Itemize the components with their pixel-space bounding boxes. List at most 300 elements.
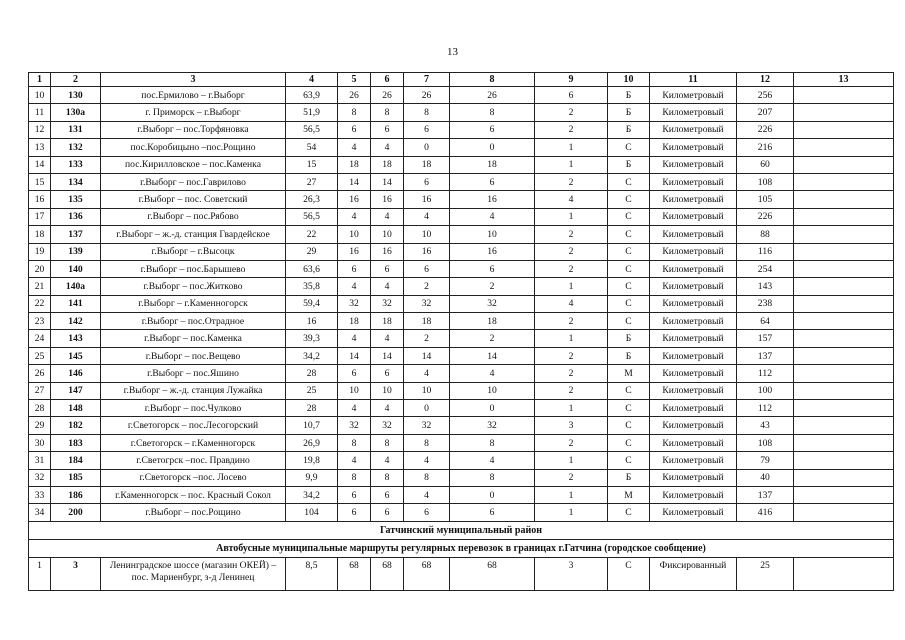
cell-col12: 25 <box>737 557 794 590</box>
route-length: 10,7 <box>286 417 338 434</box>
column-header: 11 <box>650 73 737 87</box>
cell-col13 <box>794 121 894 138</box>
cell-col12: 254 <box>737 260 794 277</box>
cell-col13 <box>794 382 894 399</box>
route-number: 182 <box>51 417 101 434</box>
cell-col9: 2 <box>535 104 608 121</box>
cell-col9: 2 <box>535 173 608 190</box>
cell-col7: 0 <box>404 139 450 156</box>
cell-col11: Километровый <box>650 313 737 330</box>
cell-col11: Километровый <box>650 243 737 260</box>
cell-col12: 112 <box>737 365 794 382</box>
cell-col10: С <box>608 139 650 156</box>
cell-col6: 10 <box>371 382 404 399</box>
cell-col5: 68 <box>338 557 371 590</box>
route-name: г.Выборг – ж.-д. станция Гвардейское <box>101 226 286 243</box>
cell-col7: 6 <box>404 121 450 138</box>
cell-col8: 0 <box>450 400 535 417</box>
row-number: 11 <box>29 104 51 121</box>
cell-col13 <box>794 226 894 243</box>
route-length: 26,3 <box>286 191 338 208</box>
cell-col6: 16 <box>371 243 404 260</box>
cell-col11: Фиксированный <box>650 557 737 590</box>
cell-col6: 18 <box>371 156 404 173</box>
row-number: 18 <box>29 226 51 243</box>
cell-col10: С <box>608 260 650 277</box>
column-header: 1 <box>29 73 51 87</box>
row-number: 33 <box>29 486 51 503</box>
cell-col12: 226 <box>737 121 794 138</box>
route-number: 142 <box>51 313 101 330</box>
cell-col6: 10 <box>371 226 404 243</box>
route-length: 8,5 <box>286 557 338 590</box>
table-row <box>29 434 894 451</box>
cell-col8: 32 <box>450 295 535 312</box>
cell-col5: 18 <box>338 313 371 330</box>
cell-col6: 8 <box>371 434 404 451</box>
cell-col7: 32 <box>404 417 450 434</box>
route-name: г.Выборг – г.Высоцк <box>101 243 286 260</box>
cell-col7: 18 <box>404 313 450 330</box>
cell-col5: 6 <box>338 504 371 521</box>
cell-col5: 32 <box>338 295 371 312</box>
route-length: 104 <box>286 504 338 521</box>
column-header: 4 <box>286 73 338 87</box>
column-header: 10 <box>608 73 650 87</box>
cell-col9: 2 <box>535 382 608 399</box>
route-length: 26,9 <box>286 434 338 451</box>
table-row <box>29 382 894 399</box>
route-name: г.Выборг – пос.Барышево <box>101 260 286 277</box>
column-header: 8 <box>450 73 535 87</box>
route-name: г.Светогорск –пос. Лосево <box>101 469 286 486</box>
cell-col13 <box>794 260 894 277</box>
cell-col8: 6 <box>450 173 535 190</box>
route-number: 146 <box>51 365 101 382</box>
column-header: 2 <box>51 73 101 87</box>
cell-col10: М <box>608 486 650 503</box>
route-number: 185 <box>51 469 101 486</box>
route-name: г.Выборг – ж.-д. станция Лужайка <box>101 382 286 399</box>
cell-col6: 4 <box>371 139 404 156</box>
table-row <box>29 557 894 590</box>
route-length: 28 <box>286 400 338 417</box>
cell-col10: С <box>608 278 650 295</box>
cell-col5: 8 <box>338 469 371 486</box>
route-number: 184 <box>51 452 101 469</box>
column-header: 9 <box>535 73 608 87</box>
cell-col10: С <box>608 400 650 417</box>
cell-col11: Километровый <box>650 365 737 382</box>
route-length: 19,8 <box>286 452 338 469</box>
cell-col12: 256 <box>737 87 794 104</box>
cell-col10: Б <box>608 469 650 486</box>
cell-col9: 2 <box>535 469 608 486</box>
cell-col13 <box>794 156 894 173</box>
cell-col5: 14 <box>338 347 371 364</box>
section-district-row <box>29 521 894 539</box>
cell-col13 <box>794 191 894 208</box>
route-number: 145 <box>51 347 101 364</box>
route-name: пос.Ермилово – г.Выборг <box>101 87 286 104</box>
cell-col9: 3 <box>535 417 608 434</box>
route-length: 59,4 <box>286 295 338 312</box>
cell-col9: 1 <box>535 208 608 225</box>
cell-col10: С <box>608 208 650 225</box>
cell-col5: 16 <box>338 243 371 260</box>
cell-col6: 6 <box>371 486 404 503</box>
cell-col8: 6 <box>450 260 535 277</box>
cell-col5: 8 <box>338 104 371 121</box>
cell-col7: 14 <box>404 347 450 364</box>
table-row <box>29 139 894 156</box>
route-name: г.Выборг – пос.Торфяновка <box>101 121 286 138</box>
route-name: г.Выборг – пос.Вещево <box>101 347 286 364</box>
row-number: 34 <box>29 504 51 521</box>
cell-col10: Б <box>608 104 650 121</box>
route-number: 183 <box>51 434 101 451</box>
row-number: 22 <box>29 295 51 312</box>
cell-col9: 1 <box>535 278 608 295</box>
row-number: 30 <box>29 434 51 451</box>
cell-col10: С <box>608 226 650 243</box>
cell-col10: Б <box>608 87 650 104</box>
route-number: 140 <box>51 260 101 277</box>
route-name: г.Выборг – пос.Рябово <box>101 208 286 225</box>
cell-col12: 137 <box>737 347 794 364</box>
cell-col12: 143 <box>737 278 794 295</box>
cell-col6: 4 <box>371 208 404 225</box>
cell-col7: 4 <box>404 452 450 469</box>
cell-col8: 4 <box>450 365 535 382</box>
cell-col9: 2 <box>535 347 608 364</box>
cell-col11: Километровый <box>650 208 737 225</box>
table-row <box>29 486 894 503</box>
route-name: г.Выборг – пос.Каменка <box>101 330 286 347</box>
cell-col6: 6 <box>371 121 404 138</box>
route-length: 63,9 <box>286 87 338 104</box>
route-length: 56,5 <box>286 208 338 225</box>
cell-col9: 2 <box>535 313 608 330</box>
cell-col10: С <box>608 295 650 312</box>
cell-col9: 1 <box>535 452 608 469</box>
cell-col11: Километровый <box>650 226 737 243</box>
column-header: 3 <box>101 73 286 87</box>
table-row <box>29 191 894 208</box>
cell-col10: С <box>608 173 650 190</box>
cell-col11: Километровый <box>650 87 737 104</box>
cell-col10: Б <box>608 347 650 364</box>
cell-col6: 16 <box>371 191 404 208</box>
route-number: 3 <box>51 557 101 590</box>
row-number: 31 <box>29 452 51 469</box>
cell-col12: 216 <box>737 139 794 156</box>
section-district: Гатчинский муниципальный район <box>29 521 894 539</box>
cell-col7: 4 <box>404 208 450 225</box>
cell-col7: 6 <box>404 173 450 190</box>
cell-col12: 100 <box>737 382 794 399</box>
table-row <box>29 417 894 434</box>
cell-col7: 0 <box>404 400 450 417</box>
cell-col6: 32 <box>371 417 404 434</box>
table-row <box>29 173 894 190</box>
cell-col12: 105 <box>737 191 794 208</box>
route-length: 51,9 <box>286 104 338 121</box>
row-number: 32 <box>29 469 51 486</box>
cell-col11: Километровый <box>650 121 737 138</box>
cell-col6: 4 <box>371 452 404 469</box>
route-number: 130 <box>51 87 101 104</box>
cell-col11: Километровый <box>650 156 737 173</box>
cell-col12: 40 <box>737 469 794 486</box>
cell-col8: 0 <box>450 139 535 156</box>
section-subtitle: Автобусные муниципальные маршруты регулярных перевозок в границах г.Гатчина (городское сообщение) <box>29 539 894 557</box>
row-number: 16 <box>29 191 51 208</box>
cell-col7: 10 <box>404 382 450 399</box>
cell-col13 <box>794 417 894 434</box>
row-number: 10 <box>29 87 51 104</box>
cell-col8: 6 <box>450 504 535 521</box>
cell-col11: Километровый <box>650 104 737 121</box>
table-row <box>29 330 894 347</box>
route-length: 25 <box>286 382 338 399</box>
cell-col7: 4 <box>404 486 450 503</box>
cell-col8: 0 <box>450 486 535 503</box>
table-row <box>29 295 894 312</box>
table-row <box>29 243 894 260</box>
cell-col13 <box>794 330 894 347</box>
cell-col10: С <box>608 434 650 451</box>
cell-col8: 10 <box>450 382 535 399</box>
table-row <box>29 156 894 173</box>
cell-col7: 8 <box>404 104 450 121</box>
cell-col8: 4 <box>450 208 535 225</box>
cell-col8: 6 <box>450 121 535 138</box>
cell-col7: 68 <box>404 557 450 590</box>
cell-col8: 2 <box>450 330 535 347</box>
table-row <box>29 260 894 277</box>
cell-col8: 8 <box>450 104 535 121</box>
cell-col5: 4 <box>338 208 371 225</box>
cell-col11: Километровый <box>650 469 737 486</box>
route-name: г.Каменногорск – пос. Красный Сокол <box>101 486 286 503</box>
route-number: 147 <box>51 382 101 399</box>
cell-col5: 16 <box>338 191 371 208</box>
cell-col5: 8 <box>338 434 371 451</box>
cell-col8: 16 <box>450 191 535 208</box>
cell-col6: 68 <box>371 557 404 590</box>
column-header: 5 <box>338 73 371 87</box>
route-length: 28 <box>286 365 338 382</box>
column-header: 13 <box>794 73 894 87</box>
route-number: 131 <box>51 121 101 138</box>
row-number: 21 <box>29 278 51 295</box>
route-length: 9,9 <box>286 469 338 486</box>
table-row <box>29 104 894 121</box>
cell-col7: 16 <box>404 191 450 208</box>
cell-col10: С <box>608 504 650 521</box>
route-name: г.Выборг – пос.Рощино <box>101 504 286 521</box>
route-length: 39,3 <box>286 330 338 347</box>
cell-col9: 2 <box>535 226 608 243</box>
cell-col13 <box>794 400 894 417</box>
route-number: 140а <box>51 278 101 295</box>
cell-col7: 32 <box>404 295 450 312</box>
cell-col6: 8 <box>371 469 404 486</box>
cell-col9: 1 <box>535 139 608 156</box>
cell-col13 <box>794 557 894 590</box>
cell-col9: 2 <box>535 434 608 451</box>
cell-col6: 18 <box>371 313 404 330</box>
cell-col10: С <box>608 417 650 434</box>
cell-col9: 2 <box>535 121 608 138</box>
cell-col5: 10 <box>338 382 371 399</box>
route-length: 35,8 <box>286 278 338 295</box>
cell-col7: 8 <box>404 434 450 451</box>
cell-col12: 116 <box>737 243 794 260</box>
table-row <box>29 469 894 486</box>
route-length: 27 <box>286 173 338 190</box>
cell-col11: Километровый <box>650 382 737 399</box>
route-length: 34,2 <box>286 347 338 364</box>
route-length: 34,2 <box>286 486 338 503</box>
cell-col13 <box>794 87 894 104</box>
cell-col13 <box>794 347 894 364</box>
route-length: 54 <box>286 139 338 156</box>
cell-col10: С <box>608 191 650 208</box>
row-number: 13 <box>29 139 51 156</box>
cell-col12: 137 <box>737 486 794 503</box>
route-number: 143 <box>51 330 101 347</box>
cell-col13 <box>794 208 894 225</box>
row-number: 25 <box>29 347 51 364</box>
route-name: пос.Коробицыно –пос.Рощино <box>101 139 286 156</box>
route-name: г.Выборг – пос.Яшино <box>101 365 286 382</box>
cell-col12: 207 <box>737 104 794 121</box>
cell-col6: 6 <box>371 260 404 277</box>
cell-col11: Километровый <box>650 260 737 277</box>
cell-col9: 6 <box>535 87 608 104</box>
cell-col8: 32 <box>450 417 535 434</box>
route-number: 148 <box>51 400 101 417</box>
route-number: 130а <box>51 104 101 121</box>
cell-col8: 8 <box>450 434 535 451</box>
cell-col12: 238 <box>737 295 794 312</box>
route-name: г.Выборг – пос.Житково <box>101 278 286 295</box>
route-name: г.Выборг – пос.Отрадное <box>101 313 286 330</box>
row-number: 20 <box>29 260 51 277</box>
table-row <box>29 313 894 330</box>
route-number: 141 <box>51 295 101 312</box>
cell-col5: 6 <box>338 365 371 382</box>
cell-col9: 1 <box>535 156 608 173</box>
cell-col12: 43 <box>737 417 794 434</box>
cell-col13 <box>794 295 894 312</box>
cell-col5: 32 <box>338 417 371 434</box>
cell-col11: Километровый <box>650 486 737 503</box>
cell-col13 <box>794 469 894 486</box>
cell-col7: 16 <box>404 243 450 260</box>
cell-col7: 8 <box>404 469 450 486</box>
cell-col11: Километровый <box>650 400 737 417</box>
cell-col5: 10 <box>338 226 371 243</box>
route-name: г.Светогорск – пос.Лесогорский <box>101 417 286 434</box>
row-number: 17 <box>29 208 51 225</box>
cell-col5: 6 <box>338 121 371 138</box>
row-number: 1 <box>29 557 51 590</box>
cell-col9: 2 <box>535 260 608 277</box>
column-header: 7 <box>404 73 450 87</box>
cell-col13 <box>794 139 894 156</box>
cell-col6: 4 <box>371 400 404 417</box>
cell-col8: 16 <box>450 243 535 260</box>
cell-col5: 18 <box>338 156 371 173</box>
cell-col10: С <box>608 557 650 590</box>
cell-col11: Километровый <box>650 452 737 469</box>
cell-col9: 1 <box>535 486 608 503</box>
row-number: 15 <box>29 173 51 190</box>
cell-col10: М <box>608 365 650 382</box>
cell-col11: Километровый <box>650 295 737 312</box>
table-row <box>29 400 894 417</box>
cell-col7: 26 <box>404 87 450 104</box>
route-length: 15 <box>286 156 338 173</box>
route-number: 137 <box>51 226 101 243</box>
route-length: 63,6 <box>286 260 338 277</box>
route-name: Ленинградское шоссе (магазин ОКЕЙ) – пос. Мариенбург, з-д Ленинец <box>101 557 286 590</box>
cell-col11: Километровый <box>650 347 737 364</box>
cell-col5: 4 <box>338 452 371 469</box>
cell-col11: Километровый <box>650 330 737 347</box>
cell-col8: 68 <box>450 557 535 590</box>
cell-col7: 2 <box>404 330 450 347</box>
cell-col5: 4 <box>338 330 371 347</box>
cell-col9: 4 <box>535 295 608 312</box>
row-number: 14 <box>29 156 51 173</box>
column-header: 12 <box>737 73 794 87</box>
cell-col11: Километровый <box>650 139 737 156</box>
cell-col9: 1 <box>535 504 608 521</box>
cell-col11: Километровый <box>650 434 737 451</box>
cell-col8: 8 <box>450 469 535 486</box>
cell-col10: Б <box>608 156 650 173</box>
cell-col10: С <box>608 313 650 330</box>
cell-col6: 14 <box>371 173 404 190</box>
cell-col11: Километровый <box>650 278 737 295</box>
cell-col7: 10 <box>404 226 450 243</box>
cell-col7: 18 <box>404 156 450 173</box>
cell-col13 <box>794 452 894 469</box>
cell-col12: 416 <box>737 504 794 521</box>
cell-col11: Километровый <box>650 417 737 434</box>
page-number: 13 <box>447 46 458 58</box>
cell-col8: 18 <box>450 313 535 330</box>
cell-col9: 2 <box>535 243 608 260</box>
cell-col7: 6 <box>404 260 450 277</box>
table-row <box>29 226 894 243</box>
cell-col9: 1 <box>535 330 608 347</box>
cell-col5: 4 <box>338 400 371 417</box>
table-row <box>29 347 894 364</box>
cell-col9: 2 <box>535 365 608 382</box>
cell-col11: Километровый <box>650 504 737 521</box>
cell-col8: 4 <box>450 452 535 469</box>
cell-col9: 3 <box>535 557 608 590</box>
cell-col12: 226 <box>737 208 794 225</box>
route-number: 132 <box>51 139 101 156</box>
cell-col8: 18 <box>450 156 535 173</box>
cell-col6: 4 <box>371 278 404 295</box>
